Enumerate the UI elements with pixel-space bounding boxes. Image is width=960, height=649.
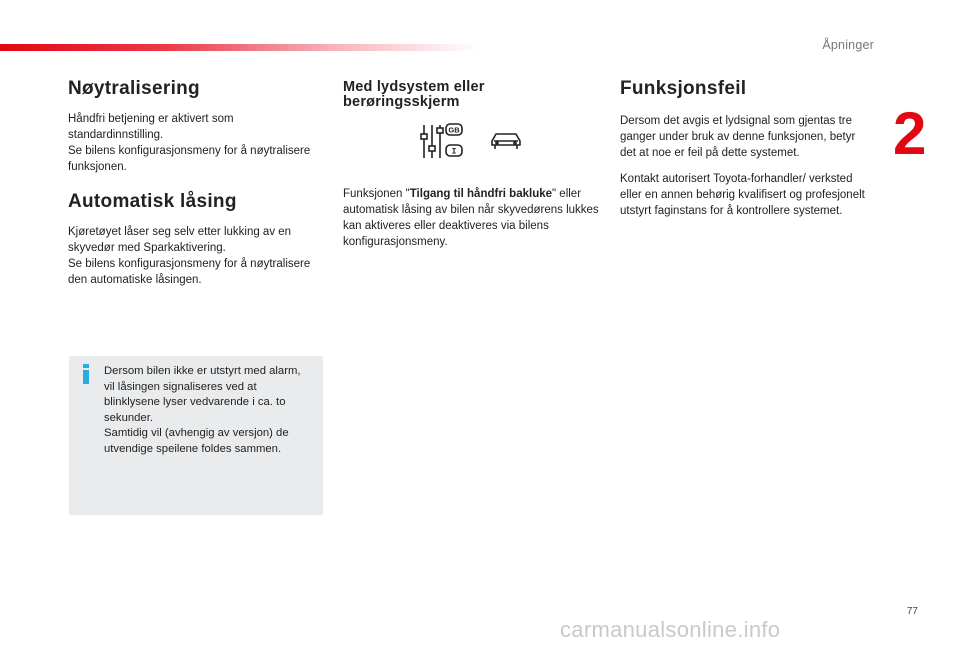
neutralization-text-1: Håndfri betjening er aktivert som standardinnstilling. [68, 112, 234, 141]
info-icon [81, 364, 91, 384]
auto-locking-text-1: Kjøretøyet låser seg selv etter lukking av en skyvedør med Sparkaktivering. [68, 225, 292, 254]
car-icon [489, 130, 523, 152]
info-text-2: Samtidig vil (avhengig av versjon) de utvendige speilene foldes sammen. [104, 427, 289, 455]
watermark: carmanualsonline.info [560, 617, 781, 642]
heading-audio-touchscreen: Med lydsystem eller berøringsskjerm [343, 79, 485, 111]
section-label: Åpninger [822, 38, 874, 52]
audio-text-prefix: Funksjonen " [343, 188, 410, 201]
neutralization-text-2: Se bilens konfigurasjonsmeny for å nøytralisere funksjonen. [68, 144, 311, 173]
column-malfunction [620, 78, 870, 229]
info-text-1: Dersom bilen ikke er utstyrt med alarm, vil låsingen signaliseres ved at blinklysene lyser vedvarende i ca. to sekunder. [104, 365, 301, 424]
info-text [104, 364, 314, 457]
auto-locking-text-2: Se bilens konfigurasjonsmeny for å nøytralisere den automatiske låsingen. [68, 257, 311, 286]
heading-auto-locking: Automatisk låsing [68, 190, 237, 212]
svg-text:I: I [451, 147, 457, 157]
page-number: 77 [906, 606, 918, 617]
header-accent-bar [0, 44, 480, 51]
column-neutralization [68, 78, 328, 298]
malfunction-text-1: Dersom det avgis et lydsignal som gjentas tre ganger under bruk av denne funksjonen, betyr det at noe er feil på dette systemet. [620, 114, 856, 159]
malfunction-text-2: Kontakt autorisert Toyota-forhandler/ verksted eller en annen behørig kvalifisert og profesjonelt utstyrt faginstans for å kontrollere systemet. [620, 172, 865, 217]
column-audio-system [343, 80, 603, 260]
icon-row [343, 122, 603, 172]
audio-system-text [343, 186, 603, 250]
info-box [69, 356, 323, 515]
chapter-number: 2 [893, 100, 927, 167]
svg-text:GB: GB [448, 125, 460, 135]
audio-text-suffix: " eller automatisk låsing av bilen når skyvedørens lukkes kan aktiveres eller deaktiveres via bilens konfigurasjonsmeny. [343, 188, 599, 249]
heading-malfunction: Funksjonsfeil [620, 78, 747, 99]
audio-text-bold: Tilgang til håndfri bakluke [409, 188, 553, 201]
settings-sliders-icon [419, 122, 465, 160]
heading-neutralization: Nøytralisering [68, 78, 200, 99]
